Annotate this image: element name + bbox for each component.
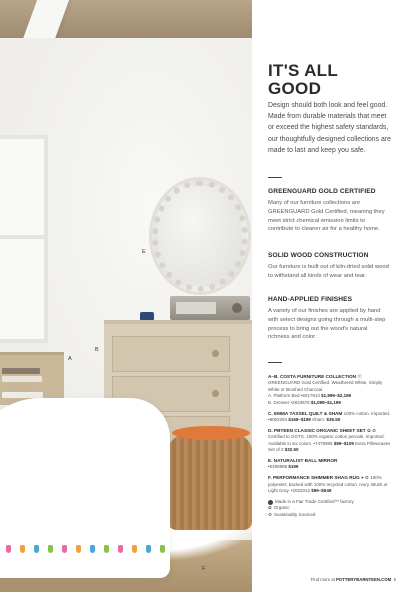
credit-item-a: A. Platform Bed: [268, 393, 300, 399]
section-heading-finishes: HAND-APPLIED FINISHES: [268, 296, 353, 303]
organic-icon: ✿: [268, 505, 272, 511]
section-heading-greenguard: GREENGUARD GOLD CERTIFIED: [268, 188, 376, 195]
window: [0, 135, 48, 343]
organic-icon: ✿: [366, 427, 371, 433]
credit-description: Certified to GOTS. 100% organic cotton percale. Imported. Available in six colors. •7479986: [268, 434, 385, 446]
greenguard-icon: Ⓡ: [357, 374, 362, 379]
credit-price-a: $1,999–$2,199: [321, 393, 352, 399]
section-body-solid-wood: Our furniture is built out of kiln-dried solid wood to withstand all kinds of wear and tear.: [268, 264, 389, 279]
credit-title: F. PERFORMANCE SHIMMER SHAG RUG: [268, 475, 360, 481]
credit-mirror: [268, 458, 394, 471]
credit-title: A–B. COSTA FURNITURE COLLECTION: [268, 374, 357, 379]
credit-extra: Extra Pillowcases Set of 2: [268, 440, 391, 453]
fair-trade-icon: ●: [360, 475, 364, 481]
section-body-finishes: A variety of our finishes are applied by hand with select designs going through a multi-step process to bring out the wood's natural richness and color.: [268, 308, 386, 341]
speaker: [170, 296, 250, 320]
sustainable-icon: ♻: [371, 427, 377, 433]
credit-title: D. PBTEEN CLASSIC ORGANIC SHEET SET: [268, 427, 366, 433]
callout-label-f: F: [202, 566, 206, 572]
credit-sheet-set: [268, 428, 394, 454]
callout-label-b: B: [95, 347, 99, 353]
footer-website-link[interactable]: POTTERYBARNTEEN.COM: [335, 577, 392, 582]
credit-price: $199: [288, 464, 299, 470]
credit-title: E. NATURALIST BALL MIRROR: [268, 457, 338, 463]
legend-item: [268, 512, 394, 518]
divider: [268, 362, 282, 363]
credit-sku: •5498889: [268, 464, 288, 470]
footer-prefix: Find more at: [310, 577, 335, 582]
text-panel: [252, 0, 400, 592]
credit-quilt: [268, 411, 394, 424]
credit-price: $169–$199: [288, 416, 311, 422]
credit-description: 100% cotton. Imported. •8002284: [268, 410, 391, 422]
credit-rug: [268, 475, 394, 494]
product-credits: [268, 374, 394, 518]
section-heading-solid-wood: SOLID WOOD CONSTRUCTION: [268, 252, 369, 259]
credit-extra-price: $32.50: [284, 447, 299, 453]
ball-mirror: [152, 180, 248, 292]
page-headline: IT'S ALL GOOD: [268, 61, 338, 98]
credit-sham-label: Sham:: [312, 416, 326, 422]
credit-sku-b: •2833678: [290, 399, 310, 405]
page-number: 5: [393, 577, 396, 582]
credit-price-b: $1,099–$1,199: [310, 399, 341, 405]
wicker-stool: [168, 430, 252, 530]
legend-label: Sustainably Sourced: [274, 511, 316, 517]
credit-sham-price: $35.50: [326, 416, 341, 422]
sustainable-icon: ♻: [364, 475, 369, 481]
dresser-drawer: [112, 336, 230, 372]
legend-label: Organic: [273, 505, 290, 511]
credit-costa: [268, 374, 394, 406]
fair-trade-icon: [268, 500, 273, 505]
divider: [268, 177, 282, 178]
sustainable-icon: ♻: [268, 511, 273, 517]
quilt-tassels: [0, 545, 172, 563]
credit-description: GREENGUARD Gold Certified. Weathered White, Simply White or Brushed Charcoal.: [268, 380, 383, 392]
section-body-greenguard: Many of our furniture collections are GREENGUARD Gold Certified, meaning they meet strict chemical emission limits to contribute to cleaner air for a healthy home.: [268, 200, 385, 233]
callout-label-e: E: [142, 249, 146, 255]
credit-price: $59–$109: [333, 440, 354, 446]
credit-description: 100% polyester; backed with 100% recycled cotton. Ivory, Blush or Light Gray. •2022012: [268, 475, 388, 494]
book-stack: [2, 368, 44, 402]
credit-sku-a: •5017913: [300, 393, 320, 399]
callout-label-a: A: [68, 356, 72, 362]
legend-label: Made in a Fair Trade Certified™ factory: [275, 499, 354, 504]
page-footer: [280, 577, 396, 582]
intro-paragraph: Design should both look and feel good. Made from durable materials that meet or exceed the highest safety standards, our thoughtfully designed collections are made to last and keep you safe.: [268, 102, 391, 154]
credit-title: C. EMMA TASSEL QUILT & SHAM: [268, 410, 343, 416]
orange-cushion: [172, 426, 250, 440]
credit-price: $99–$549: [311, 488, 332, 494]
credit-item-b: B. Dresser: [268, 399, 290, 405]
icon-legend: [268, 499, 394, 518]
